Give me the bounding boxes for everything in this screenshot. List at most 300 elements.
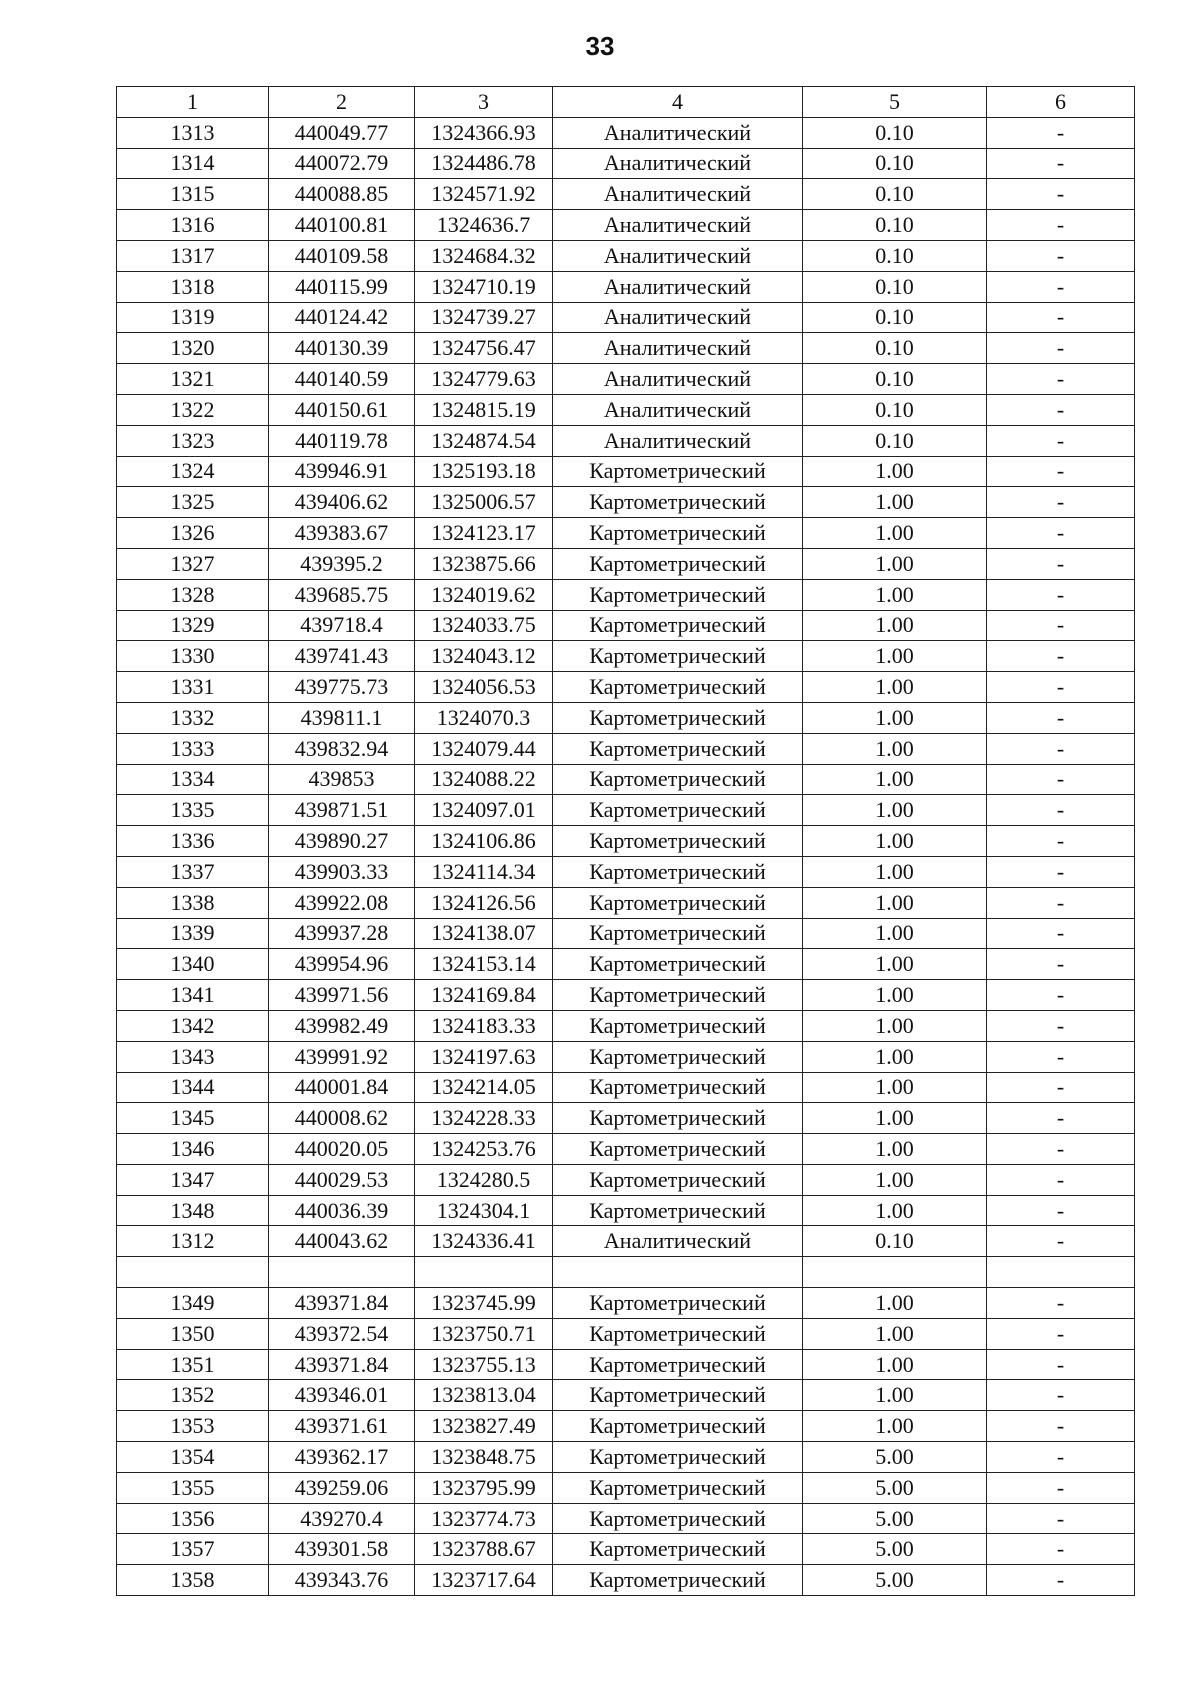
accuracy-cell: 1.00	[803, 1041, 987, 1072]
accuracy-cell: 1.00	[803, 887, 987, 918]
table-row	[117, 210, 1135, 241]
table-row	[117, 672, 1135, 703]
table-row	[117, 887, 1135, 918]
accuracy-cell: 1.00	[803, 1134, 987, 1165]
note-cell: -	[987, 795, 1135, 826]
note-cell: -	[987, 487, 1135, 518]
accuracy-cell: 1.00	[803, 518, 987, 549]
accuracy-cell: 0.10	[803, 210, 987, 241]
accuracy-cell: 1.00	[803, 456, 987, 487]
x-coordinate-cell: 439270.4	[269, 1503, 415, 1534]
table-row	[117, 364, 1135, 395]
accuracy-cell: 1.00	[803, 579, 987, 610]
y-coordinate-cell: 1324123.17	[415, 518, 553, 549]
point-number-cell: 1349	[117, 1288, 269, 1319]
method-cell: Картометрический	[553, 518, 803, 549]
accuracy-cell: 1.00	[803, 1010, 987, 1041]
y-coordinate-cell: 1324571.92	[415, 179, 553, 210]
note-cell: -	[987, 1442, 1135, 1473]
table-row	[117, 949, 1135, 980]
y-coordinate-cell: 1323750.71	[415, 1318, 553, 1349]
method-cell: Картометрический	[553, 548, 803, 579]
y-coordinate-cell: 1325193.18	[415, 456, 553, 487]
table-row	[117, 1411, 1135, 1442]
note-cell	[987, 1257, 1135, 1288]
table-row	[117, 1103, 1135, 1134]
y-coordinate-cell: 1324126.56	[415, 887, 553, 918]
accuracy-cell: 1.00	[803, 1380, 987, 1411]
table-row	[117, 1226, 1135, 1257]
note-cell: -	[987, 949, 1135, 980]
accuracy-cell: 1.00	[803, 764, 987, 795]
method-cell: Картометрический	[553, 949, 803, 980]
note-cell: -	[987, 1534, 1135, 1565]
x-coordinate-cell: 439832.94	[269, 733, 415, 764]
table-row	[117, 333, 1135, 364]
point-number-cell: 1320	[117, 333, 269, 364]
method-cell: Аналитический	[553, 210, 803, 241]
x-coordinate-cell: 439775.73	[269, 672, 415, 703]
method-cell: Аналитический	[553, 302, 803, 333]
accuracy-cell: 1.00	[803, 980, 987, 1011]
y-coordinate-cell: 1324033.75	[415, 610, 553, 641]
point-number-cell: 1340	[117, 949, 269, 980]
point-number-cell: 1336	[117, 826, 269, 857]
accuracy-cell: 1.00	[803, 1195, 987, 1226]
y-coordinate-cell: 1324097.01	[415, 795, 553, 826]
y-coordinate-cell: 1324280.5	[415, 1164, 553, 1195]
y-coordinate-cell: 1323774.73	[415, 1503, 553, 1534]
point-number-cell: 1345	[117, 1103, 269, 1134]
method-cell: Картометрический	[553, 1565, 803, 1596]
point-number-cell: 1337	[117, 856, 269, 887]
point-number-cell: 1335	[117, 795, 269, 826]
point-number-cell: 1333	[117, 733, 269, 764]
y-coordinate-cell: 1324739.27	[415, 302, 553, 333]
x-coordinate-cell: 440150.61	[269, 394, 415, 425]
note-cell: -	[987, 733, 1135, 764]
point-number-cell: 1326	[117, 518, 269, 549]
x-coordinate-cell: 440124.42	[269, 302, 415, 333]
table-row	[117, 733, 1135, 764]
note-cell: -	[987, 856, 1135, 887]
note-cell: -	[987, 764, 1135, 795]
note-cell: -	[987, 1565, 1135, 1596]
point-number-cell: 1312	[117, 1226, 269, 1257]
method-cell: Картометрический	[553, 1442, 803, 1473]
accuracy-cell: 1.00	[803, 1411, 987, 1442]
x-coordinate-cell: 439395.2	[269, 548, 415, 579]
x-coordinate-cell: 439954.96	[269, 949, 415, 980]
note-cell: -	[987, 364, 1135, 395]
y-coordinate-cell: 1324070.3	[415, 702, 553, 733]
table-row	[117, 980, 1135, 1011]
method-cell: Картометрический	[553, 795, 803, 826]
table-row	[117, 826, 1135, 857]
table-row	[117, 579, 1135, 610]
method-cell: Картометрический	[553, 1288, 803, 1319]
method-cell: Картометрический	[553, 487, 803, 518]
method-cell: Картометрический	[553, 918, 803, 949]
method-cell: Картометрический	[553, 579, 803, 610]
coordinates-table	[116, 86, 1135, 1596]
x-coordinate-cell: 439937.28	[269, 918, 415, 949]
table-row	[117, 487, 1135, 518]
point-number-cell: 1347	[117, 1164, 269, 1195]
table-row	[117, 1134, 1135, 1165]
x-coordinate-cell: 440020.05	[269, 1134, 415, 1165]
method-cell: Картометрический	[553, 980, 803, 1011]
x-coordinate-cell: 440072.79	[269, 148, 415, 179]
x-coordinate-cell: 440088.85	[269, 179, 415, 210]
method-cell: Картометрический	[553, 826, 803, 857]
method-cell: Аналитический	[553, 394, 803, 425]
y-coordinate-cell: 1323717.64	[415, 1565, 553, 1596]
table-row	[117, 302, 1135, 333]
table-row	[117, 918, 1135, 949]
y-coordinate-cell: 1323813.04	[415, 1380, 553, 1411]
method-cell: Аналитический	[553, 425, 803, 456]
table-row	[117, 1565, 1135, 1596]
method-cell: Картометрический	[553, 1534, 803, 1565]
accuracy-cell: 1.00	[803, 672, 987, 703]
note-cell: -	[987, 826, 1135, 857]
note-cell: -	[987, 1134, 1135, 1165]
accuracy-cell: 1.00	[803, 702, 987, 733]
y-coordinate-cell: 1324228.33	[415, 1103, 553, 1134]
x-coordinate-cell: 439371.84	[269, 1288, 415, 1319]
accuracy-cell: 1.00	[803, 918, 987, 949]
point-number-cell: 1316	[117, 210, 269, 241]
table-row	[117, 1288, 1135, 1319]
point-number-cell: 1354	[117, 1442, 269, 1473]
header-row	[117, 87, 1135, 118]
y-coordinate-cell: 1323795.99	[415, 1472, 553, 1503]
point-number-cell: 1355	[117, 1472, 269, 1503]
table-header	[117, 87, 1135, 118]
y-coordinate-cell: 1324636.7	[415, 210, 553, 241]
note-cell: -	[987, 610, 1135, 641]
x-coordinate-cell: 439718.4	[269, 610, 415, 641]
accuracy-cell: 1.00	[803, 1103, 987, 1134]
table-row	[117, 1041, 1135, 1072]
point-number-cell: 1315	[117, 179, 269, 210]
table-row	[117, 1380, 1135, 1411]
column-header: 3	[415, 87, 553, 118]
y-coordinate-cell: 1324253.76	[415, 1134, 553, 1165]
accuracy-cell: 0.10	[803, 302, 987, 333]
note-cell: -	[987, 702, 1135, 733]
table-row	[117, 764, 1135, 795]
note-cell: -	[987, 394, 1135, 425]
x-coordinate-cell: 439991.92	[269, 1041, 415, 1072]
y-coordinate-cell: 1323788.67	[415, 1534, 553, 1565]
y-coordinate-cell: 1325006.57	[415, 487, 553, 518]
y-coordinate-cell: 1324710.19	[415, 271, 553, 302]
table-row	[117, 1503, 1135, 1534]
x-coordinate-cell: 439371.84	[269, 1349, 415, 1380]
accuracy-cell	[803, 1257, 987, 1288]
x-coordinate-cell: 440119.78	[269, 425, 415, 456]
point-number-cell: 1324	[117, 456, 269, 487]
table-row	[117, 394, 1135, 425]
point-number-cell: 1319	[117, 302, 269, 333]
x-coordinate-cell: 439685.75	[269, 579, 415, 610]
y-coordinate-cell: 1324756.47	[415, 333, 553, 364]
method-cell: Аналитический	[553, 148, 803, 179]
point-number-cell: 1327	[117, 548, 269, 579]
note-cell: -	[987, 1195, 1135, 1226]
note-cell: -	[987, 1411, 1135, 1442]
y-coordinate-cell: 1324214.05	[415, 1072, 553, 1103]
table-row	[117, 518, 1135, 549]
y-coordinate-cell: 1324336.41	[415, 1226, 553, 1257]
x-coordinate-cell: 440029.53	[269, 1164, 415, 1195]
page-number: 33	[585, 31, 615, 61]
table-row	[117, 1442, 1135, 1473]
method-cell: Аналитический	[553, 271, 803, 302]
point-number-cell: 1332	[117, 702, 269, 733]
accuracy-cell: 1.00	[803, 1318, 987, 1349]
point-number-cell: 1344	[117, 1072, 269, 1103]
x-coordinate-cell: 439406.62	[269, 487, 415, 518]
point-number-cell: 1329	[117, 610, 269, 641]
method-cell: Картометрический	[553, 1072, 803, 1103]
point-number-cell: 1321	[117, 364, 269, 395]
y-coordinate-cell: 1324815.19	[415, 394, 553, 425]
x-coordinate-cell: 439301.58	[269, 1534, 415, 1565]
note-cell: -	[987, 1010, 1135, 1041]
y-coordinate-cell: 1324197.63	[415, 1041, 553, 1072]
y-coordinate-cell: 1324684.32	[415, 240, 553, 271]
accuracy-cell: 1.00	[803, 795, 987, 826]
point-number-cell: 1330	[117, 641, 269, 672]
accuracy-cell: 1.00	[803, 487, 987, 518]
note-cell: -	[987, 1041, 1135, 1072]
note-cell: -	[987, 240, 1135, 271]
x-coordinate-cell: 440001.84	[269, 1072, 415, 1103]
x-coordinate-cell: 440008.62	[269, 1103, 415, 1134]
y-coordinate-cell: 1323755.13	[415, 1349, 553, 1380]
accuracy-cell: 0.10	[803, 364, 987, 395]
method-cell: Аналитический	[553, 240, 803, 271]
x-coordinate-cell: 440140.59	[269, 364, 415, 395]
note-cell: -	[987, 887, 1135, 918]
x-coordinate-cell: 440115.99	[269, 271, 415, 302]
note-cell: -	[987, 302, 1135, 333]
table-row	[117, 1349, 1135, 1380]
x-coordinate-cell: 439362.17	[269, 1442, 415, 1473]
method-cell: Картометрический	[553, 610, 803, 641]
y-coordinate-cell: 1324169.84	[415, 980, 553, 1011]
note-cell: -	[987, 1472, 1135, 1503]
accuracy-cell: 0.10	[803, 179, 987, 210]
y-coordinate-cell: 1324106.86	[415, 826, 553, 857]
point-number-cell: 1331	[117, 672, 269, 703]
accuracy-cell: 0.10	[803, 333, 987, 364]
x-coordinate-cell: 439890.27	[269, 826, 415, 857]
method-cell: Картометрический	[553, 1503, 803, 1534]
y-coordinate-cell: 1324779.63	[415, 364, 553, 395]
method-cell: Картометрический	[553, 1041, 803, 1072]
accuracy-cell: 1.00	[803, 1349, 987, 1380]
point-number-cell: 1352	[117, 1380, 269, 1411]
point-number-cell: 1357	[117, 1534, 269, 1565]
method-cell: Картометрический	[553, 856, 803, 887]
method-cell: Картометрический	[553, 1010, 803, 1041]
y-coordinate-cell: 1324366.93	[415, 117, 553, 148]
table-row	[117, 1072, 1135, 1103]
method-cell: Аналитический	[553, 333, 803, 364]
y-coordinate-cell: 1323745.99	[415, 1288, 553, 1319]
point-number-cell: 1339	[117, 918, 269, 949]
point-number-cell: 1334	[117, 764, 269, 795]
point-number-cell: 1317	[117, 240, 269, 271]
note-cell: -	[987, 179, 1135, 210]
method-cell: Аналитический	[553, 1226, 803, 1257]
x-coordinate-cell: 440043.62	[269, 1226, 415, 1257]
x-coordinate-cell: 439346.01	[269, 1380, 415, 1411]
accuracy-cell: 5.00	[803, 1503, 987, 1534]
method-cell: Картометрический	[553, 1195, 803, 1226]
table-row	[117, 179, 1135, 210]
method-cell: Картометрический	[553, 1380, 803, 1411]
accuracy-cell: 1.00	[803, 548, 987, 579]
table-row	[117, 1472, 1135, 1503]
y-coordinate-cell: 1324874.54	[415, 425, 553, 456]
x-coordinate-cell: 440109.58	[269, 240, 415, 271]
y-coordinate-cell	[415, 1257, 553, 1288]
point-number-cell: 1358	[117, 1565, 269, 1596]
y-coordinate-cell: 1324043.12	[415, 641, 553, 672]
method-cell: Картометрический	[553, 1472, 803, 1503]
note-cell: -	[987, 456, 1135, 487]
x-coordinate-cell: 439741.43	[269, 641, 415, 672]
point-number-cell: 1356	[117, 1503, 269, 1534]
method-cell: Картометрический	[553, 702, 803, 733]
point-number-cell: 1342	[117, 1010, 269, 1041]
point-number-cell: 1322	[117, 394, 269, 425]
column-header: 4	[553, 87, 803, 118]
table-row	[117, 1257, 1135, 1288]
note-cell: -	[987, 1072, 1135, 1103]
note-cell: -	[987, 518, 1135, 549]
point-number-cell: 1338	[117, 887, 269, 918]
accuracy-cell: 0.10	[803, 1226, 987, 1257]
table-row	[117, 795, 1135, 826]
point-number-cell: 1313	[117, 117, 269, 148]
method-cell: Аналитический	[553, 364, 803, 395]
note-cell: -	[987, 918, 1135, 949]
y-coordinate-cell: 1323875.66	[415, 548, 553, 579]
note-cell: -	[987, 117, 1135, 148]
point-number-cell: 1318	[117, 271, 269, 302]
table-body	[117, 117, 1135, 1595]
x-coordinate-cell: 440130.39	[269, 333, 415, 364]
note-cell: -	[987, 1349, 1135, 1380]
accuracy-cell: 0.10	[803, 148, 987, 179]
accuracy-cell: 5.00	[803, 1472, 987, 1503]
note-cell: -	[987, 641, 1135, 672]
table-row	[117, 641, 1135, 672]
note-cell: -	[987, 672, 1135, 703]
note-cell: -	[987, 579, 1135, 610]
accuracy-cell: 1.00	[803, 826, 987, 857]
method-cell: Картометрический	[553, 641, 803, 672]
note-cell: -	[987, 1318, 1135, 1349]
method-cell: Картометрический	[553, 1318, 803, 1349]
x-coordinate-cell: 439372.54	[269, 1318, 415, 1349]
y-coordinate-cell: 1324486.78	[415, 148, 553, 179]
table-row	[117, 1534, 1135, 1565]
accuracy-cell: 0.10	[803, 240, 987, 271]
note-cell: -	[987, 271, 1135, 302]
accuracy-cell: 1.00	[803, 1288, 987, 1319]
y-coordinate-cell: 1324088.22	[415, 764, 553, 795]
method-cell: Картометрический	[553, 672, 803, 703]
x-coordinate-cell: 439383.67	[269, 518, 415, 549]
accuracy-cell: 0.10	[803, 117, 987, 148]
point-number-cell	[117, 1257, 269, 1288]
y-coordinate-cell: 1324138.07	[415, 918, 553, 949]
point-number-cell: 1325	[117, 487, 269, 518]
point-number-cell: 1323	[117, 425, 269, 456]
table-row	[117, 117, 1135, 148]
accuracy-cell: 1.00	[803, 610, 987, 641]
y-coordinate-cell: 1324304.1	[415, 1195, 553, 1226]
note-cell: -	[987, 210, 1135, 241]
note-cell: -	[987, 1164, 1135, 1195]
table-row	[117, 1010, 1135, 1041]
point-number-cell: 1348	[117, 1195, 269, 1226]
table-row	[117, 456, 1135, 487]
x-coordinate-cell: 440100.81	[269, 210, 415, 241]
accuracy-cell: 5.00	[803, 1534, 987, 1565]
note-cell: -	[987, 1103, 1135, 1134]
method-cell: Картометрический	[553, 1134, 803, 1165]
note-cell: -	[987, 1226, 1135, 1257]
note-cell: -	[987, 425, 1135, 456]
method-cell: Картометрический	[553, 764, 803, 795]
method-cell: Картометрический	[553, 1103, 803, 1134]
accuracy-cell: 0.10	[803, 271, 987, 302]
y-coordinate-cell: 1324079.44	[415, 733, 553, 764]
y-coordinate-cell: 1324019.62	[415, 579, 553, 610]
table-row	[117, 271, 1135, 302]
x-coordinate-cell: 439259.06	[269, 1472, 415, 1503]
y-coordinate-cell: 1323848.75	[415, 1442, 553, 1473]
x-coordinate-cell	[269, 1257, 415, 1288]
method-cell: Картометрический	[553, 887, 803, 918]
column-header: 6	[987, 87, 1135, 118]
table-row	[117, 148, 1135, 179]
method-cell: Картометрический	[553, 733, 803, 764]
method-cell: Картометрический	[553, 1164, 803, 1195]
accuracy-cell: 1.00	[803, 733, 987, 764]
table-row	[117, 1318, 1135, 1349]
accuracy-cell: 1.00	[803, 949, 987, 980]
x-coordinate-cell: 440049.77	[269, 117, 415, 148]
accuracy-cell: 1.00	[803, 1072, 987, 1103]
x-coordinate-cell: 439811.1	[269, 702, 415, 733]
point-number-cell: 1353	[117, 1411, 269, 1442]
x-coordinate-cell: 439371.61	[269, 1411, 415, 1442]
note-cell: -	[987, 548, 1135, 579]
y-coordinate-cell: 1324056.53	[415, 672, 553, 703]
method-cell: Аналитический	[553, 117, 803, 148]
accuracy-cell: 1.00	[803, 856, 987, 887]
method-cell: Картометрический	[553, 456, 803, 487]
